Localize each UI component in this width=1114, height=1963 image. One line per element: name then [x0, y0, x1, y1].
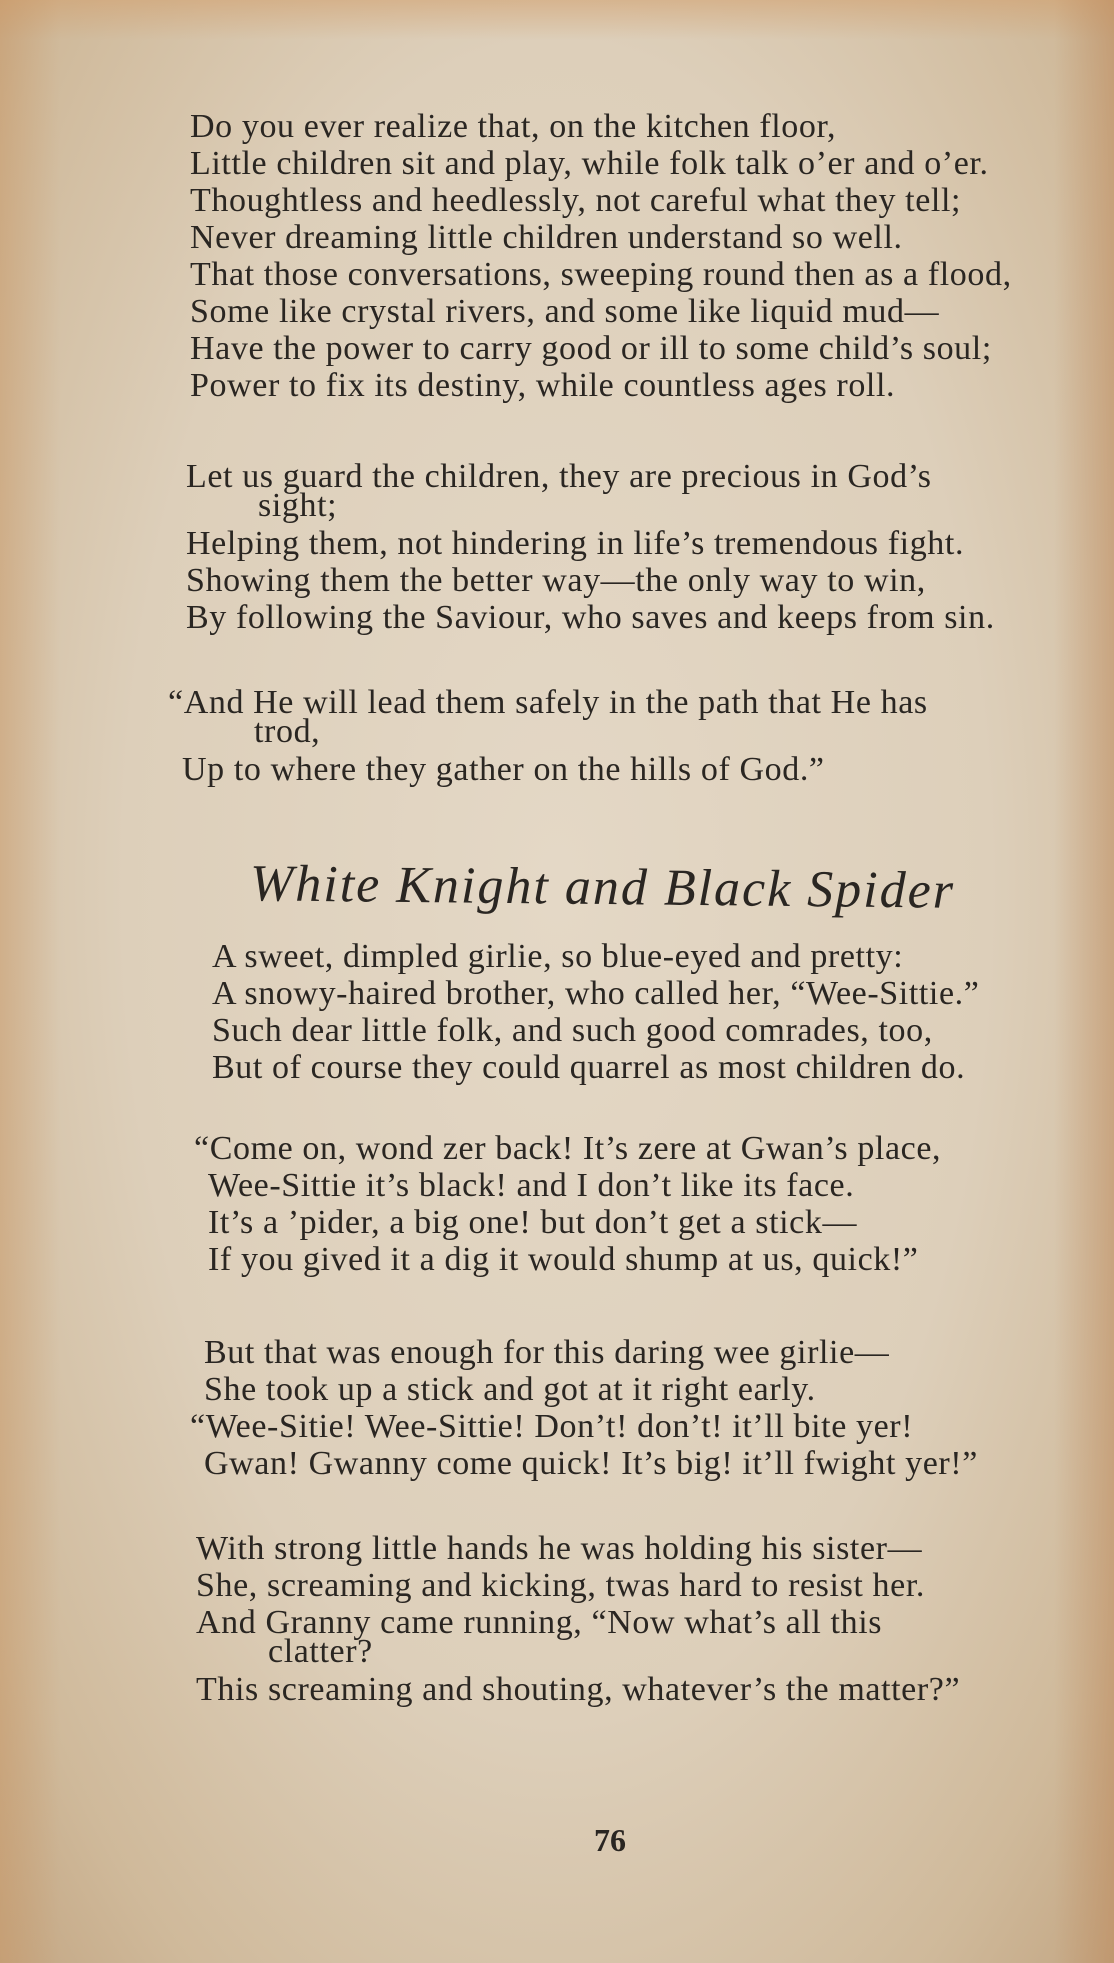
verse-line: She, screaming and kicking, twas hard to resist her. [196, 1567, 925, 1604]
verse-line: A snowy-haired brother, who called her, “Wee-Sittie.” [212, 975, 980, 1012]
verse-line: Thoughtless and heedlessly, not careful what they tell; [190, 182, 962, 219]
verse-line: “Wee-Sitie! Wee-Sittie! Don’t! don’t! it’ll bite yer! [190, 1408, 914, 1445]
poem-stanza-4 [196, 1530, 1106, 1708]
verse-line: This screaming and shouting, whatever’s the matter?” [196, 1671, 961, 1708]
verse-line: But of course they could quarrel as most children do. [212, 1049, 966, 1086]
verse-line: Up to where they gather on the hills of God.” [182, 751, 825, 788]
stanza [168, 684, 1092, 788]
verse-line-continued: sight; [258, 487, 338, 524]
verse-line: Little children sit and play, while folk talk o’er and o’er. [190, 145, 989, 182]
verse-line: Never dreaming little children understand so well. [190, 219, 903, 256]
verse-line: Do you ever realize that, on the kitchen floor, [190, 108, 837, 145]
verse-line: If you gived it a dig it would shump at us, quick!” [208, 1241, 919, 1278]
verse-line: That those conversations, sweeping round then as a flood, [190, 256, 1012, 293]
stanza [194, 1130, 1114, 1278]
verse-line: By following the Saviour, who saves and keeps from sin. [186, 599, 995, 636]
verse-line: Have the power to carry good or ill to some child’s soul; [190, 330, 992, 367]
verse-line: “Come on, wond zer back! It’s zere at Gwan’s place, [194, 1130, 942, 1167]
verse-line: And Granny came running, “Now what’s all this [196, 1604, 883, 1641]
verse-line: With strong little hands he was holding his sister— [196, 1530, 923, 1567]
poem-stanza-2 [194, 1130, 1114, 1278]
verse-line: But that was enough for this daring wee girlie— [204, 1334, 890, 1371]
poem-stanza-1 [212, 938, 1114, 1086]
stanza [212, 938, 1114, 1086]
stanza [186, 458, 1096, 636]
verse-line: She took up a stick and got at it right early. [204, 1371, 816, 1408]
verse-line: Wee-Sittie it’s black! and I don’t like its face. [208, 1167, 855, 1204]
verse-line: Showing them the better way—the only way to win, [186, 562, 926, 599]
verse-line: Let us guard the children, they are precious in God’s [186, 458, 932, 495]
poem-continuation-stanza-2 [186, 458, 1096, 636]
stanza [190, 108, 1100, 404]
page-edge-shading [0, 0, 60, 1963]
verse-line: It’s a ’pider, a big one! but don’t get a stick— [208, 1204, 858, 1241]
verse-line: “And He will lead them safely in the path that He has [168, 684, 928, 721]
verse-line-continued: clatter? [268, 1633, 373, 1670]
verse-line: Some like crystal rivers, and some like liquid mud— [190, 293, 940, 330]
poem-continuation-stanza-3 [168, 684, 1092, 788]
verse-line: Gwan! Gwanny come quick! It’s big! it’ll fwight yer!” [204, 1445, 978, 1482]
poem-continuation [190, 108, 1100, 404]
verse-line-continued: trod, [254, 713, 321, 750]
stanza [196, 1530, 1106, 1708]
page-number: 76 [594, 1822, 626, 1858]
verse-line: Such dear little folk, and such good comrades, too, [212, 1012, 933, 1049]
verse-line: A sweet, dimpled girlie, so blue-eyed and pretty: [212, 938, 904, 975]
page-edge-shading [0, 0, 1114, 40]
poem-stanza-3 [190, 1334, 1114, 1482]
verse-line: Helping them, not hindering in life’s tremendous fight. [186, 525, 965, 562]
stanza [190, 1334, 1114, 1482]
verse-line: Power to fix its destiny, while countless ages roll. [190, 367, 896, 404]
poem-title: White Knight and Black Spider [249, 855, 956, 920]
